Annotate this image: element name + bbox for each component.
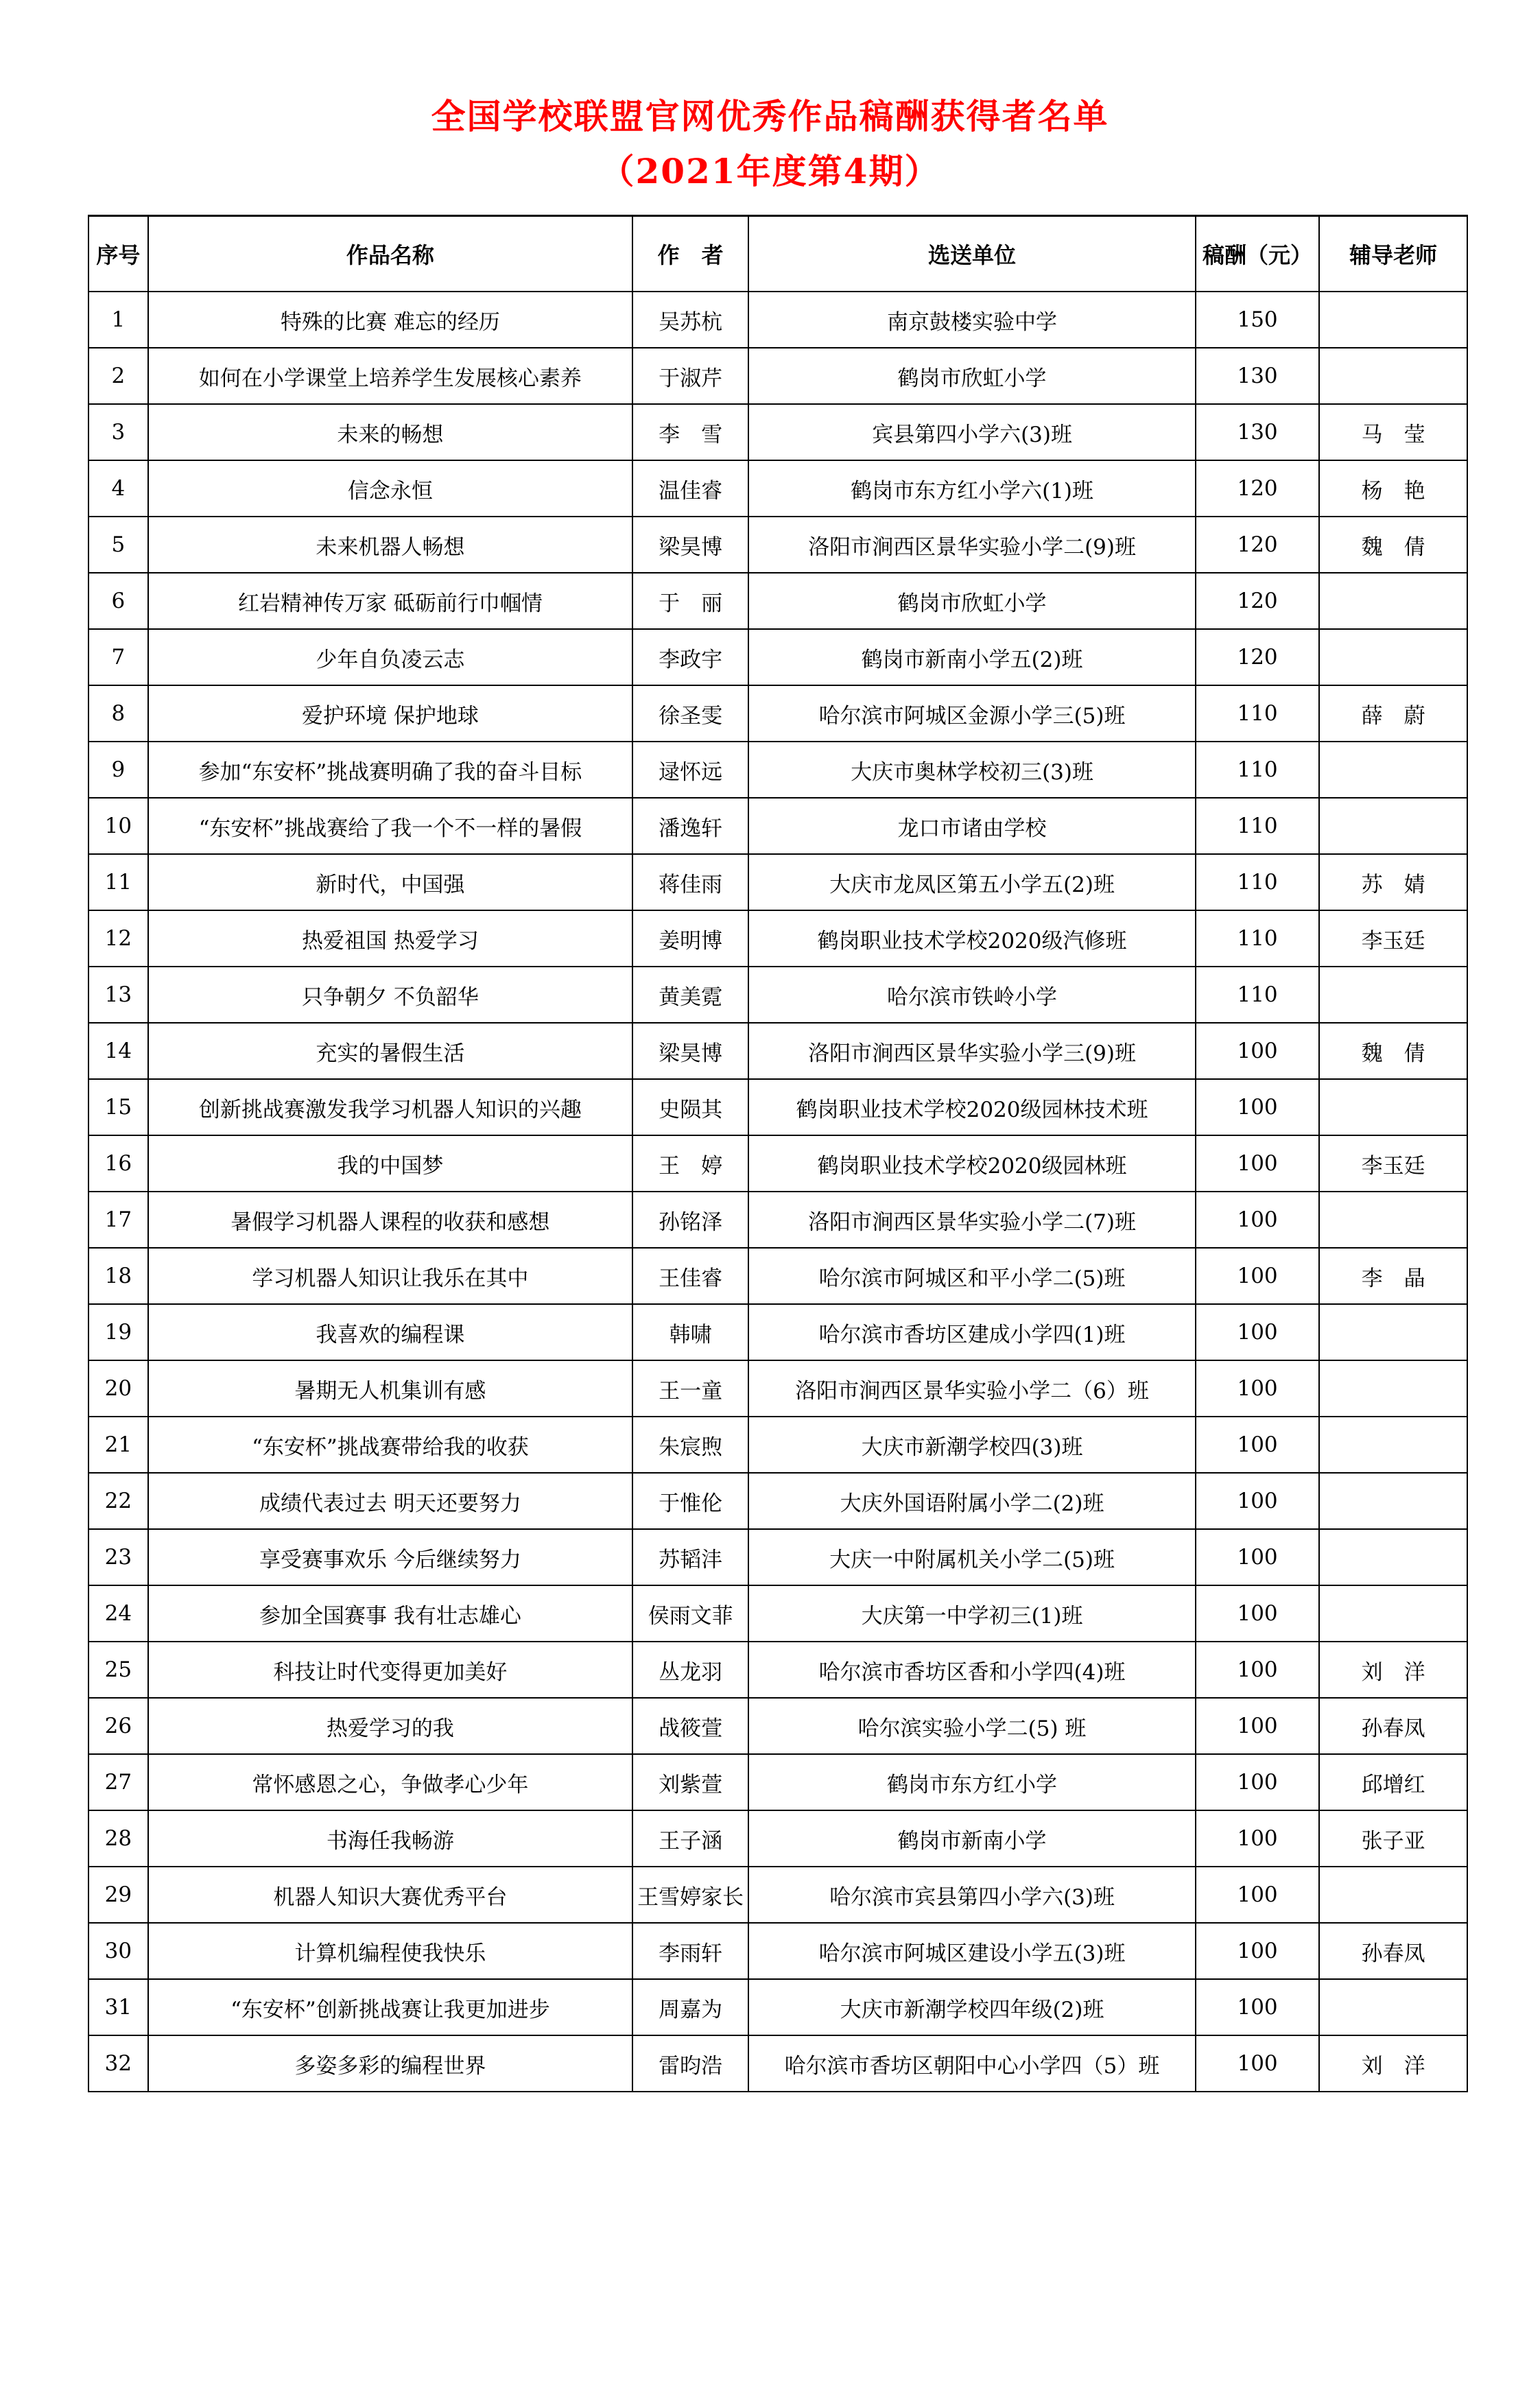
cell-school: 鹤岗职业技术学校2020级汽修班: [748, 910, 1196, 967]
cell-index: 32: [88, 2035, 148, 2092]
cell-index: 7: [88, 629, 148, 685]
cell-school: 龙口市诸由学校: [748, 798, 1196, 854]
cell-fee: 100: [1196, 1529, 1319, 1585]
cell-index: 31: [88, 1979, 148, 2035]
cell-work-title: 科技让时代变得更加美好: [148, 1642, 632, 1698]
cell-school: 哈尔滨市香坊区香和小学四(4)班: [748, 1642, 1196, 1698]
cell-teacher: 魏 倩: [1319, 1023, 1467, 1079]
cell-fee: 100: [1196, 1698, 1319, 1754]
cell-author: 温佳睿: [632, 460, 748, 517]
table-row: [88, 404, 1467, 460]
cell-work-title: 充实的暑假生活: [148, 1023, 632, 1079]
cell-index: 17: [88, 1192, 148, 1248]
cell-author: 王一童: [632, 1360, 748, 1417]
cell-school: 哈尔滨市铁岭小学: [748, 967, 1196, 1023]
cell-school: 洛阳市涧西区景华实验小学二(7)班: [748, 1192, 1196, 1248]
cell-teacher: 李 晶: [1319, 1248, 1467, 1304]
table-row: [88, 1979, 1467, 2035]
cell-fee: 100: [1196, 2035, 1319, 2092]
cell-index: 8: [88, 685, 148, 742]
cell-index: 2: [88, 348, 148, 404]
cell-author: 李雨轩: [632, 1923, 748, 1979]
cell-index: 3: [88, 404, 148, 460]
cell-author: 刘紫萱: [632, 1754, 748, 1810]
cell-teacher: 李玉廷: [1319, 910, 1467, 967]
cell-author: 王佳睿: [632, 1248, 748, 1304]
cell-fee: 100: [1196, 1360, 1319, 1417]
cell-school: 鹤岗职业技术学校2020级园林技术班: [748, 1079, 1196, 1135]
table-row: [88, 854, 1467, 910]
cell-index: 25: [88, 1642, 148, 1698]
cell-author: 黄美霓: [632, 967, 748, 1023]
cell-index: 5: [88, 517, 148, 573]
document-title: [0, 89, 1540, 199]
cell-teacher: 孙春凤: [1319, 1698, 1467, 1754]
cell-fee: 120: [1196, 629, 1319, 685]
table-row: [88, 1698, 1467, 1754]
header-fee: 稿酬（元）: [1196, 216, 1319, 292]
cell-index: 29: [88, 1867, 148, 1923]
cell-school: 大庆市新潮学校四年级(2)班: [748, 1979, 1196, 2035]
cell-work-title: 如何在小学课堂上培养学生发展核心素养: [148, 348, 632, 404]
cell-fee: 100: [1196, 1248, 1319, 1304]
table-row: [88, 292, 1467, 348]
cell-work-title: 学习机器人知识让我乐在其中: [148, 1248, 632, 1304]
cell-fee: 110: [1196, 742, 1319, 798]
table-row: [88, 1248, 1467, 1304]
cell-author: 逯怀远: [632, 742, 748, 798]
cell-index: 20: [88, 1360, 148, 1417]
cell-school: 鹤岗市欣虹小学: [748, 573, 1196, 629]
cell-work-title: 我喜欢的编程课: [148, 1304, 632, 1360]
cell-fee: 110: [1196, 910, 1319, 967]
table-row: [88, 967, 1467, 1023]
cell-school: 鹤岗市东方红小学六(1)班: [748, 460, 1196, 517]
cell-school: 哈尔滨市阿城区和平小学二(5)班: [748, 1248, 1196, 1304]
table-row: [88, 1079, 1467, 1135]
cell-index: 9: [88, 742, 148, 798]
cell-work-title: 多姿多彩的编程世界: [148, 2035, 632, 2092]
cell-index: 14: [88, 1023, 148, 1079]
title-line-2: （2021年度第4期）: [600, 151, 940, 191]
cell-fee: 100: [1196, 1192, 1319, 1248]
cell-teacher: 苏 婧: [1319, 854, 1467, 910]
cell-work-title: 暑期无人机集训有感: [148, 1360, 632, 1417]
cell-index: 19: [88, 1304, 148, 1360]
cell-school: 宾县第四小学六(3)班: [748, 404, 1196, 460]
cell-fee: 100: [1196, 1023, 1319, 1079]
header-index: 序号: [88, 216, 148, 292]
cell-work-title: 特殊的比赛 难忘的经历: [148, 292, 632, 348]
cell-author: 于惟伦: [632, 1473, 748, 1529]
cell-school: 大庆市新潮学校四(3)班: [748, 1417, 1196, 1473]
cell-teacher: [1319, 292, 1467, 348]
cell-teacher: 魏 倩: [1319, 517, 1467, 573]
cell-work-title: 参加全国赛事 我有壮志雄心: [148, 1585, 632, 1642]
cell-author: 李 雪: [632, 404, 748, 460]
title-line-1: 全国学校联盟官网优秀作品稿酬获得者名单: [431, 96, 1109, 137]
cell-work-title: 热爱学习的我: [148, 1698, 632, 1754]
cell-school: 洛阳市涧西区景华实验小学二(9)班: [748, 517, 1196, 573]
table-row: [88, 348, 1467, 404]
cell-school: 大庆市奥林学校初三(3)班: [748, 742, 1196, 798]
cell-author: 姜明博: [632, 910, 748, 967]
cell-school: 哈尔滨市阿城区建设小学五(3)班: [748, 1923, 1196, 1979]
cell-work-title: 常怀感恩之心，争做孝心少年: [148, 1754, 632, 1810]
cell-fee: 110: [1196, 967, 1319, 1023]
cell-fee: 100: [1196, 1473, 1319, 1529]
cell-teacher: 杨 艳: [1319, 460, 1467, 517]
cell-work-title: 机器人知识大赛优秀平台: [148, 1867, 632, 1923]
cell-author: 于 丽: [632, 573, 748, 629]
table-row: [88, 1642, 1467, 1698]
cell-teacher: 刘 洋: [1319, 1642, 1467, 1698]
cell-author: 王雪婷家长: [632, 1867, 748, 1923]
cell-author: 史陨其: [632, 1079, 748, 1135]
cell-work-title: “东安杯”挑战赛给了我一个不一样的暑假: [148, 798, 632, 854]
cell-index: 18: [88, 1248, 148, 1304]
cell-teacher: [1319, 1529, 1467, 1585]
table-row: [88, 1135, 1467, 1192]
cell-teacher: [1319, 573, 1467, 629]
cell-school: 鹤岗市新南小学五(2)班: [748, 629, 1196, 685]
cell-school: 哈尔滨市香坊区建成小学四(1)班: [748, 1304, 1196, 1360]
cell-index: 30: [88, 1923, 148, 1979]
cell-index: 1: [88, 292, 148, 348]
cell-author: 战筱萱: [632, 1698, 748, 1754]
cell-teacher: 刘 洋: [1319, 2035, 1467, 2092]
cell-fee: 120: [1196, 460, 1319, 517]
cell-school: 哈尔滨市宾县第四小学六(3)班: [748, 1867, 1196, 1923]
cell-author: 潘逸轩: [632, 798, 748, 854]
table-row: [88, 1304, 1467, 1360]
cell-fee: 110: [1196, 854, 1319, 910]
award-table: [88, 215, 1468, 2092]
cell-work-title: 书海任我畅游: [148, 1810, 632, 1867]
cell-author: 李政宇: [632, 629, 748, 685]
cell-teacher: [1319, 742, 1467, 798]
cell-teacher: [1319, 1417, 1467, 1473]
table-row: [88, 1192, 1467, 1248]
cell-author: 于淑芹: [632, 348, 748, 404]
cell-index: 16: [88, 1135, 148, 1192]
cell-teacher: [1319, 1867, 1467, 1923]
cell-fee: 100: [1196, 1304, 1319, 1360]
cell-fee: 130: [1196, 348, 1319, 404]
cell-fee: 150: [1196, 292, 1319, 348]
cell-author: 梁昊博: [632, 1023, 748, 1079]
cell-teacher: [1319, 1304, 1467, 1360]
cell-school: 洛阳市涧西区景华实验小学二（6）班: [748, 1360, 1196, 1417]
cell-work-title: 新时代，中国强: [148, 854, 632, 910]
cell-fee: 110: [1196, 685, 1319, 742]
cell-fee: 100: [1196, 1979, 1319, 2035]
cell-teacher: 李玉廷: [1319, 1135, 1467, 1192]
cell-author: 朱宸煦: [632, 1417, 748, 1473]
cell-teacher: [1319, 1585, 1467, 1642]
cell-school: 哈尔滨市阿城区金源小学三(5)班: [748, 685, 1196, 742]
table-row: [88, 742, 1467, 798]
cell-index: 24: [88, 1585, 148, 1642]
cell-teacher: [1319, 967, 1467, 1023]
table-row: [88, 573, 1467, 629]
cell-work-title: 只争朝夕 不负韶华: [148, 967, 632, 1023]
cell-teacher: [1319, 798, 1467, 854]
table-row: [88, 685, 1467, 742]
cell-fee: 100: [1196, 1417, 1319, 1473]
cell-work-title: 我的中国梦: [148, 1135, 632, 1192]
cell-work-title: 暑假学习机器人课程的收获和感想: [148, 1192, 632, 1248]
cell-work-title: 未来的畅想: [148, 404, 632, 460]
cell-school: 哈尔滨实验小学二(5) 班: [748, 1698, 1196, 1754]
cell-index: 28: [88, 1810, 148, 1867]
table-header-row: [88, 216, 1467, 292]
cell-author: 孙铭泽: [632, 1192, 748, 1248]
table-row: [88, 1810, 1467, 1867]
table-row: [88, 1473, 1467, 1529]
header-teacher: 辅导老师: [1319, 216, 1467, 292]
cell-work-title: 计算机编程使我快乐: [148, 1923, 632, 1979]
cell-index: 13: [88, 967, 148, 1023]
cell-fee: 100: [1196, 1754, 1319, 1810]
table-row: [88, 629, 1467, 685]
cell-teacher: 张子亚: [1319, 1810, 1467, 1867]
cell-author: 徐圣雯: [632, 685, 748, 742]
cell-school: 鹤岗市欣虹小学: [748, 348, 1196, 404]
cell-fee: 110: [1196, 798, 1319, 854]
table-row: [88, 1360, 1467, 1417]
cell-work-title: 热爱祖国 热爱学习: [148, 910, 632, 967]
cell-fee: 100: [1196, 1585, 1319, 1642]
cell-school: 鹤岗市新南小学: [748, 1810, 1196, 1867]
table-row: [88, 1923, 1467, 1979]
cell-teacher: [1319, 1360, 1467, 1417]
cell-school: 鹤岗职业技术学校2020级园林班: [748, 1135, 1196, 1192]
cell-school: 哈尔滨市香坊区朝阳中心小学四（5）班: [748, 2035, 1196, 2092]
cell-author: 侯雨文菲: [632, 1585, 748, 1642]
cell-index: 27: [88, 1754, 148, 1810]
cell-index: 10: [88, 798, 148, 854]
cell-author: 丛龙羽: [632, 1642, 748, 1698]
table-row: [88, 1754, 1467, 1810]
cell-teacher: [1319, 348, 1467, 404]
cell-school: 大庆第一中学初三(1)班: [748, 1585, 1196, 1642]
table-body: [88, 292, 1467, 2092]
cell-author: 梁昊博: [632, 517, 748, 573]
cell-work-title: 少年自负凌云志: [148, 629, 632, 685]
table-row: [88, 460, 1467, 517]
cell-index: 12: [88, 910, 148, 967]
cell-work-title: 红岩精神传万家 砥砺前行巾帼情: [148, 573, 632, 629]
header-work-title: 作品名称: [148, 216, 632, 292]
cell-index: 22: [88, 1473, 148, 1529]
cell-index: 15: [88, 1079, 148, 1135]
table-row: [88, 1417, 1467, 1473]
cell-school: 大庆外国语附属小学二(2)班: [748, 1473, 1196, 1529]
table-row: [88, 517, 1467, 573]
cell-teacher: [1319, 629, 1467, 685]
cell-index: 4: [88, 460, 148, 517]
cell-fee: 100: [1196, 1642, 1319, 1698]
cell-author: 王 婷: [632, 1135, 748, 1192]
cell-work-title: 信念永恒: [148, 460, 632, 517]
cell-school: 鹤岗市东方红小学: [748, 1754, 1196, 1810]
cell-teacher: [1319, 1979, 1467, 2035]
table-row: [88, 2035, 1467, 2092]
cell-index: 11: [88, 854, 148, 910]
cell-teacher: 薛 蔚: [1319, 685, 1467, 742]
cell-fee: 100: [1196, 1810, 1319, 1867]
cell-fee: 100: [1196, 1135, 1319, 1192]
cell-fee: 120: [1196, 573, 1319, 629]
cell-author: 王子涵: [632, 1810, 748, 1867]
table-row: [88, 1023, 1467, 1079]
cell-work-title: 享受赛事欢乐 今后继续努力: [148, 1529, 632, 1585]
cell-work-title: 成绩代表过去 明天还要努力: [148, 1473, 632, 1529]
table-row: [88, 1529, 1467, 1585]
cell-teacher: 邱增红: [1319, 1754, 1467, 1810]
cell-teacher: [1319, 1473, 1467, 1529]
cell-work-title: 未来机器人畅想: [148, 517, 632, 573]
cell-school: 大庆市龙凤区第五小学五(2)班: [748, 854, 1196, 910]
cell-fee: 120: [1196, 517, 1319, 573]
cell-author: 苏韬沣: [632, 1529, 748, 1585]
cell-school: 南京鼓楼实验中学: [748, 292, 1196, 348]
cell-index: 23: [88, 1529, 148, 1585]
cell-author: 雷昀浩: [632, 2035, 748, 2092]
cell-fee: 100: [1196, 1079, 1319, 1135]
cell-author: 吴苏杭: [632, 292, 748, 348]
table-row: [88, 798, 1467, 854]
cell-fee: 130: [1196, 404, 1319, 460]
cell-index: 26: [88, 1698, 148, 1754]
cell-fee: 100: [1196, 1867, 1319, 1923]
cell-teacher: [1319, 1079, 1467, 1135]
cell-author: 韩啸: [632, 1304, 748, 1360]
cell-work-title: “东安杯”创新挑战赛让我更加进步: [148, 1979, 632, 2035]
cell-school: 洛阳市涧西区景华实验小学三(9)班: [748, 1023, 1196, 1079]
cell-author: 蒋佳雨: [632, 854, 748, 910]
cell-work-title: 创新挑战赛激发我学习机器人知识的兴趣: [148, 1079, 632, 1135]
table-row: [88, 1867, 1467, 1923]
table-row: [88, 910, 1467, 967]
cell-work-title: 爱护环境 保护地球: [148, 685, 632, 742]
cell-teacher: 马 莹: [1319, 404, 1467, 460]
cell-work-title: 参加“东安杯”挑战赛明确了我的奋斗目标: [148, 742, 632, 798]
cell-author: 周嘉为: [632, 1979, 748, 2035]
cell-index: 21: [88, 1417, 148, 1473]
table-row: [88, 1585, 1467, 1642]
cell-teacher: [1319, 1192, 1467, 1248]
cell-index: 6: [88, 573, 148, 629]
header-author: 作 者: [632, 216, 748, 292]
cell-fee: 100: [1196, 1923, 1319, 1979]
header-school: 选送单位: [748, 216, 1196, 292]
cell-school: 大庆一中附属机关小学二(5)班: [748, 1529, 1196, 1585]
cell-work-title: “东安杯”挑战赛带给我的收获: [148, 1417, 632, 1473]
cell-teacher: 孙春凤: [1319, 1923, 1467, 1979]
